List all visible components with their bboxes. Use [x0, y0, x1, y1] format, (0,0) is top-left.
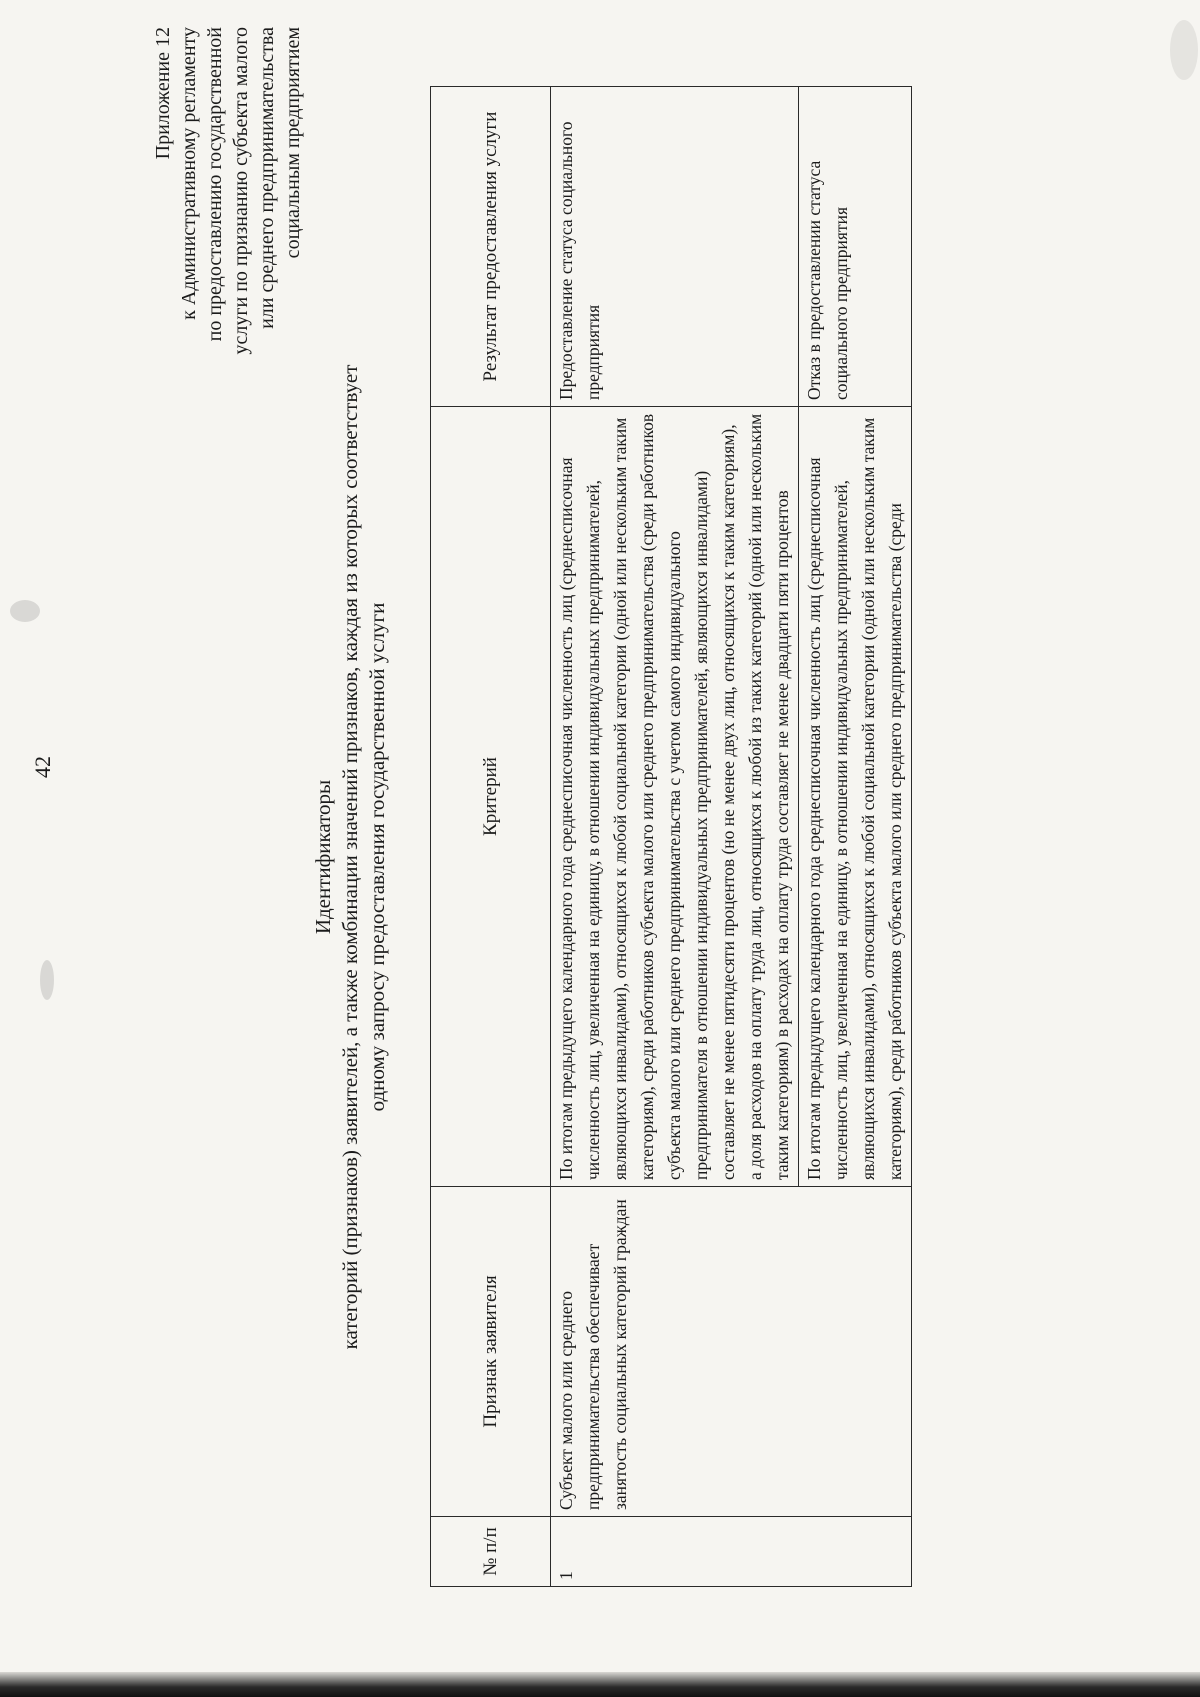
page-number: 42	[30, 756, 55, 778]
appendix-line: услуги по признанию субъекта малого	[230, 27, 252, 355]
document-title	[310, 297, 391, 1417]
table-row	[551, 87, 799, 1587]
title-line: Идентификаторы	[311, 779, 335, 935]
appendix-header	[150, 27, 306, 447]
header-result: Результат предоставления услуги	[431, 87, 551, 407]
header-sign: Признак заявителя	[431, 1187, 551, 1517]
identifiers-table	[430, 86, 912, 1587]
table-header-row	[431, 87, 551, 1587]
row-sign: Субъект малого или среднего предпринимательства обеспечивает занятость социальных категорий граждан	[551, 1187, 912, 1517]
row-result: Предоставление статуса социального предприятия	[551, 87, 799, 407]
row-criterion: По итогам предыдущего календарного года среднесписочная численность лиц (среднесписочная численность лиц, увеличенная на единицу, в отношении индивидуальных предпринимателей, являющихся инвалидами), относящихся к любой социальной категории (одной или нескольким таким категориям), среди работников субъекта малого или среднего предпринимательства (среди работников субъекта малого или среднего предпринимательства с учетом самого индивидуального предпринимателя в отношении индивидуальных предпринимателей, являющихся инвалидами) составляет не менее пятидесяти процентов (но не менее двух лиц, относящихся к таким категориям), а доля расходов на оплату труда лиц, относящихся к любой из таких категорий (одной или нескольким таким категориям) в расходах на оплату труда составляет не менее двадцати пяти процентов	[551, 407, 799, 1187]
row-criterion: По итогам предыдущего календарного года среднесписочная численность лиц (среднесписочная численность лиц, увеличенная на единицу, в отношении индивидуальных предпринимателей, являющихся инвалидами), относящихся к любой социальной категории (одной или нескольким таким категориям), среди работников субъекта малого или среднего предпринимательства (среди	[799, 407, 912, 1187]
row-result: Отказ в предоставлении статуса социального предприятия	[799, 87, 912, 407]
appendix-line: по предоставлению государственной	[204, 27, 226, 342]
row-num: 1	[551, 1517, 912, 1587]
appendix-line: к Административному регламенту	[178, 27, 200, 320]
appendix-line: или среднего предпринимательства	[256, 27, 278, 329]
header-criterion: Критерий	[431, 407, 551, 1187]
appendix-line: социальным предприятием	[282, 27, 304, 259]
scan-edge	[0, 1672, 1200, 1697]
header-num: № п/п	[431, 1517, 551, 1587]
title-line: одному запросу предоставления государственной услуги	[365, 602, 389, 1112]
appendix-line: Приложение 12	[152, 27, 174, 160]
title-line: категорий (признаков) заявителей, а также комбинации значений признаков, каждая из которых соответствует	[338, 364, 362, 1350]
